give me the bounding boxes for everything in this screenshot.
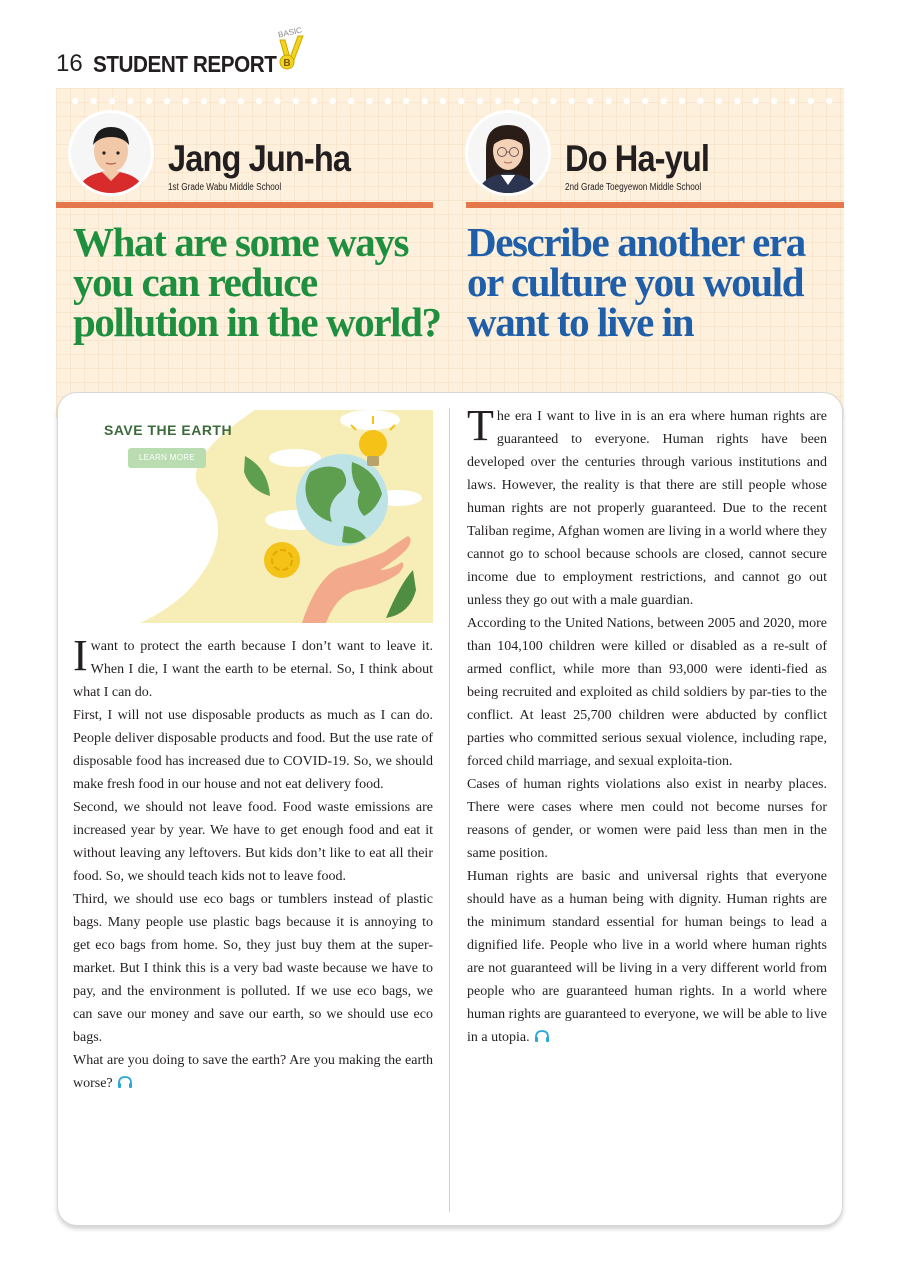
save-the-earth-illustration bbox=[80, 410, 433, 623]
right-question-heading: Describe another era or culture you would want to live in bbox=[467, 219, 805, 345]
right-author bbox=[465, 110, 845, 200]
left-author-school: 1st Grade Wabu Middle School bbox=[168, 182, 282, 193]
badge-letter: B bbox=[283, 58, 291, 69]
avatar-jang bbox=[68, 110, 154, 196]
left-paragraph-1 bbox=[73, 631, 433, 704]
left-author bbox=[68, 110, 448, 200]
section-title: STUDENT REPORT bbox=[92, 51, 277, 77]
right-paragraph-3: Cases of human rights violations also exist in nearby places. There were cases where men could not become nurses for reasons of gender, or women were paid less than men in the same position. bbox=[467, 777, 827, 861]
right-dropcap: T bbox=[467, 401, 494, 450]
page-number: 16 bbox=[56, 50, 83, 77]
left-paragraph-2: First, I will not use disposable products as much as I can do. People deliver disposable products and food. But the use rate of disposable food has increased due to COVID-19. So, we should make fresh food in our house and not eat delivery food. bbox=[73, 708, 433, 792]
recycle-coin-icon bbox=[264, 542, 300, 578]
boy-portrait-icon bbox=[71, 113, 151, 193]
headphones-icon bbox=[534, 1030, 550, 1042]
headphones-icon bbox=[117, 1076, 133, 1088]
right-author-name: Do Ha-yul bbox=[565, 138, 710, 179]
left-paragraph-3: Second, we should not leave food. Food waste emissions are increased year by year. We have to get enough food and eat it without leaving any leftovers. But kids don’t like to eat all their food. So, we should teach kids not to leave food. bbox=[73, 800, 433, 884]
left-closing-text: What are you doing to save the earth? Are you making the earth worse? bbox=[73, 1053, 433, 1091]
left-author-name: Jang Jun-ha bbox=[168, 138, 351, 179]
illustration-title: SAVE THE EARTH bbox=[104, 422, 233, 438]
page-header bbox=[56, 25, 303, 77]
globe-icon bbox=[296, 454, 388, 546]
right-paragraph-text: he era I want to live in is an era where human rights are guaranteed to everyone. Human rights have been developed over the centuries through various institutions and laws. However, the reality is that there are still people whose human rights are not properly guaranteed. Due to the recent Taliban regime, Afghan women are living in a world where they cannot go to school because schools are closed, cannot secure income due to employment restrictions, and cannot go out unless they go out with a male guardian. bbox=[467, 409, 827, 608]
left-paragraph-5 bbox=[73, 1049, 433, 1095]
right-paragraph-4 bbox=[467, 865, 827, 1049]
girl-portrait-icon bbox=[468, 113, 548, 193]
avatar-do bbox=[465, 110, 551, 196]
learn-more-button: LEARN MORE bbox=[128, 448, 206, 468]
right-author-school: 2nd Grade Toegyewon Middle School bbox=[565, 182, 702, 193]
left-article-body bbox=[73, 631, 433, 1095]
earth-illustration-art bbox=[80, 410, 433, 623]
right-paragraph-1 bbox=[467, 401, 827, 612]
right-divider-rule bbox=[466, 202, 844, 208]
left-paragraph-4: Third, we should use eco bags or tumblers instead of plastic bags. Many people use plastic bags because it is annoying to get eco bags from home. So, they just buy them at the super-market. But I think this is a very bad waste because we have to pay, and the environment is polluted. If we use eco bags, we can save our money and save our earth, so we should use eco bags. bbox=[73, 892, 433, 1045]
right-article-body bbox=[467, 401, 827, 1049]
right-paragraph-2: According to the United Nations, between 2005 and 2020, more than 104,100 children were killed or disabled as a re-sult of armed conflict, while more than 93,000 were identi-fied as being recruited and exploited as child soldiers by par-ties to the conflict. At least 25,700 children were abducted by conflict parties who committed serious sexual violence, including rape, forced child marriage, and sexual exploita-tion. bbox=[467, 616, 827, 769]
left-divider-rule bbox=[56, 202, 433, 208]
right-closing-text: Human rights are basic and universal rights that everyone should have as a human being with dignity. Human rights are the minimum standard essential for human beings to lead a dignified life. People who live in a world where human rights are not guaranteed will be living in a very different world from people who are guaranteed human rights. In a world where human rights are guaranteed to everyone, we will be able to live in a utopia. bbox=[467, 869, 827, 1045]
left-paragraph-text: want to protect the earth because I don’t want to leave it. When I die, I want the earth to be eternal. So, I think about what I can do. bbox=[73, 639, 433, 700]
left-dropcap: I bbox=[73, 631, 88, 680]
band-dot-row bbox=[66, 96, 836, 106]
badge-label: BASIC bbox=[277, 25, 303, 40]
basic-badge bbox=[274, 25, 308, 76]
column-divider bbox=[449, 408, 450, 1212]
left-question-heading: What are some ways you can reduce pollution in the world? bbox=[73, 219, 441, 345]
